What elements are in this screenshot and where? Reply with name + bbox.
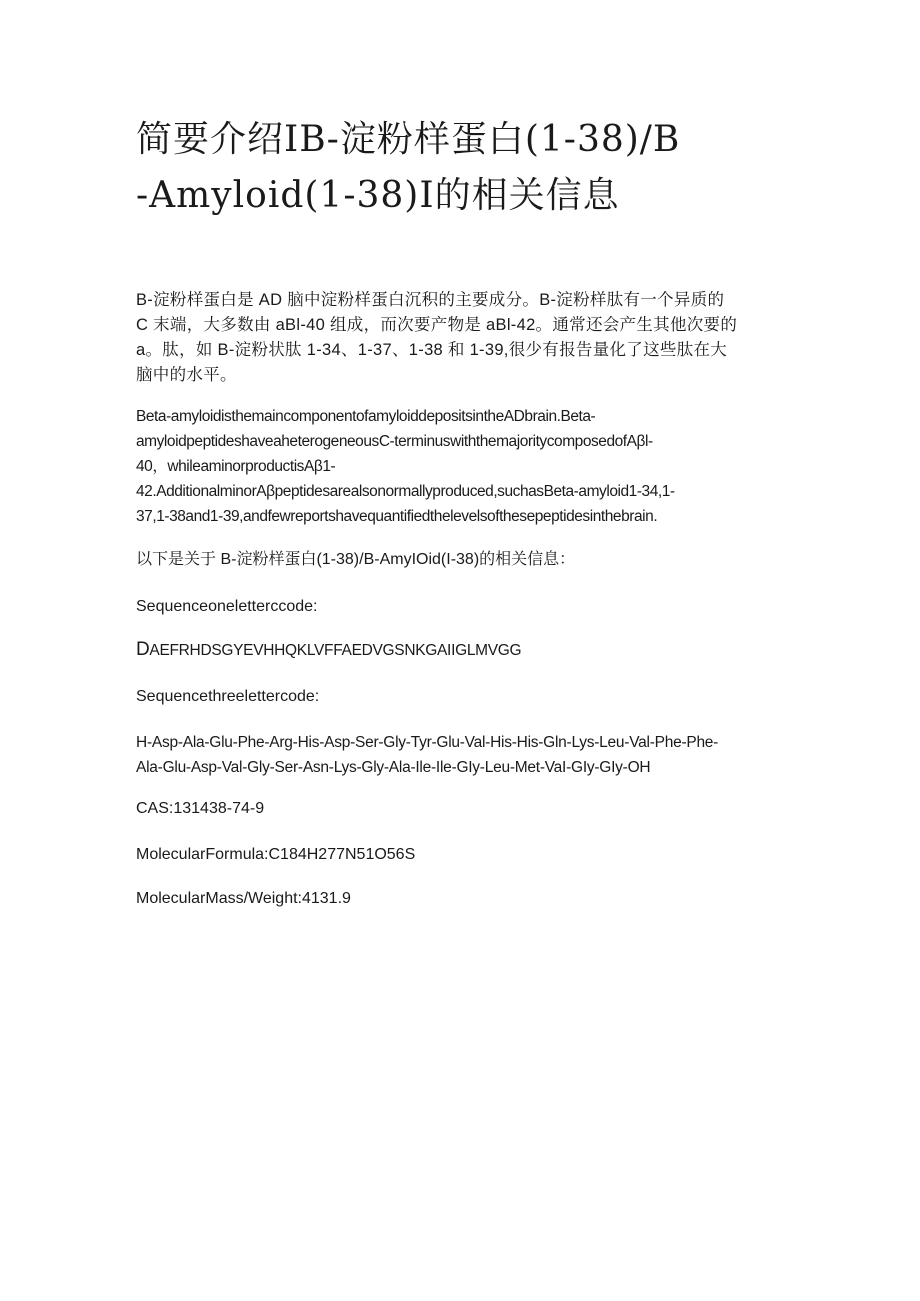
title-line: 简要介绍ⅠΒ-淀粉样蛋白(1-38)/Β	[136, 119, 681, 160]
sequence-first-letter: D	[136, 639, 150, 660]
sequence-rest: AEFRHDSGYEVHHQKLVFFAEDVGSNKGAIIGLMVGG	[149, 642, 522, 659]
paragraph-line: C 末端，大多数由 aBl-40 组成，而次要产物是 aBl-42。通常还会产生其他次要的	[136, 316, 738, 334]
sequence-line: H-Asp-Ala-Glu-Phe-Arg-His-Asp-Ser-Gly-Tyr-Glu-Val-His-His-Gln-Lys-Leu-Val-Phe-Phe-	[136, 734, 719, 751]
english-paragraph	[136, 404, 786, 529]
paragraph-line: 37,1-38and1-39,andfewreportshavequantifiedthelevelsofthesepeptidesinthebrain.	[136, 508, 658, 525]
sequence-one-letter-label: Sequenceoneletterccode:	[136, 598, 318, 615]
paragraph-line: 42.AdditionalminorAβpeptidesarealsonormallyproduced,suchasBeta-amyloid1-34,1-	[136, 483, 675, 500]
title-line: -Amyloid(1-38)Ⅰ的相关信息	[136, 175, 620, 216]
molecular-mass: MolecularMass/Weight:4131.9	[136, 890, 351, 907]
paragraph-line: 40，whileaminorproductisAβ1-	[136, 458, 336, 475]
paragraph-line: Β-淀粉样蛋白是 AD 脑中淀粉样蛋白沉积的主要成分。Β-淀粉样肽有一个异质的	[136, 291, 725, 309]
page-title	[136, 112, 776, 224]
sequence-one-letter-code	[136, 638, 786, 663]
sequence-three-letter-label: Sequencethreelettercode:	[136, 688, 320, 705]
paragraph-line: Beta-amyloidisthemaincomponentofamyloiddepositsintheADbrain.Beta-	[136, 408, 596, 425]
cas-number: CAS:131438-74-9	[136, 800, 265, 817]
sequence-line: Ala-Glu-Asp-Val-Gly-Ser-Asn-Lys-Gly-Ala-Ile-Ile-GIy-Leu-Met-VaI-GIy-GIy-OH	[136, 759, 651, 776]
paragraph-line: a。肽，如 Β-淀粉状肽 1-34、1-37、1-38 和 1-39,很少有报告量化了这些肽在大	[136, 341, 728, 359]
chinese-paragraph	[136, 288, 786, 388]
paragraph-line: 脑中的水平。	[136, 366, 237, 384]
molecular-formula: MolecularFormula:C184H277N51O56S	[136, 846, 416, 863]
intro-line: 以下是关于 Β-淀粉样蛋白(1-38)/Β-AmyIOid(I-38)的相关信息：	[136, 551, 576, 568]
sequence-three-letter-code	[136, 730, 786, 780]
paragraph-line: amyloidpeptideshaveaheterogeneousC-terminuswiththemajoritycomposedofAβl-	[136, 433, 653, 450]
